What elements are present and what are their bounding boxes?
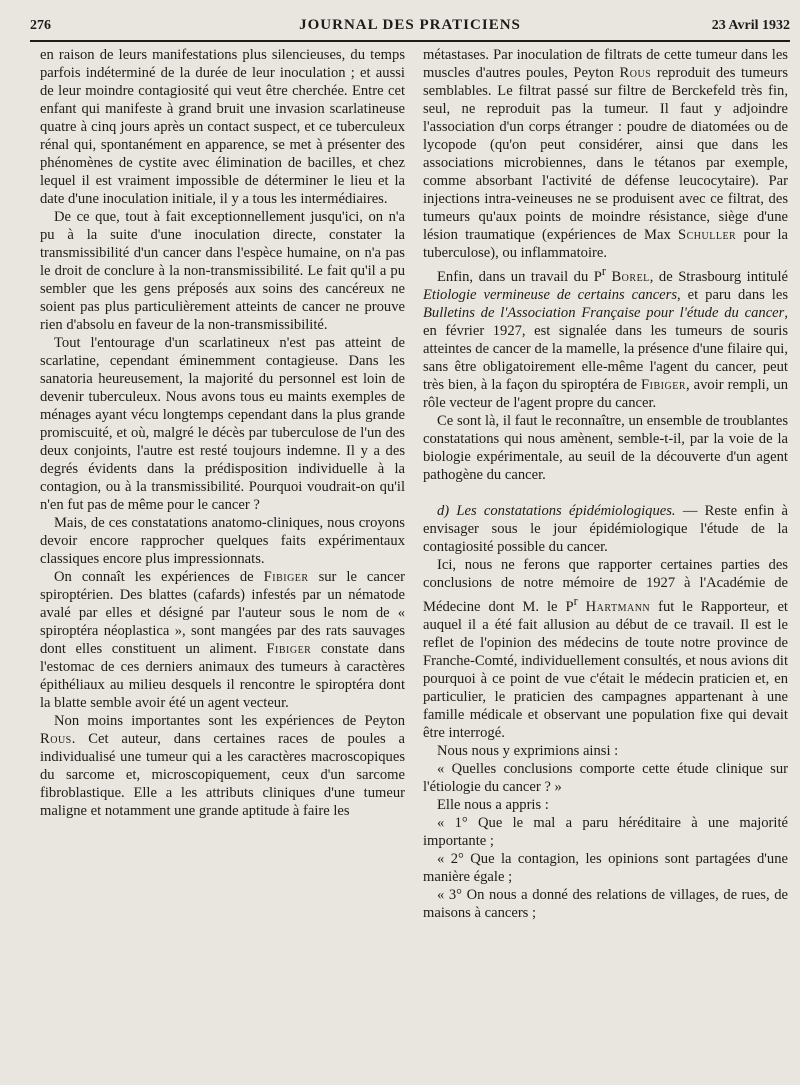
section-heading: d) Les constatations épidémiologiques. [437, 502, 676, 519]
quote-line: « 1° Que le mal a paru héréditaire à une majorité importante ; [423, 814, 788, 849]
section-paragraph: d) Les constatations épidémiologiques. — Reste enfin à envisager sous le jour épidémiologique l'étude de la contagiosité possible du cancer. [423, 502, 788, 555]
paragraph: On connaît les expériences de Fibiger sur le cancer spiroptérien. Des blattes (cafards) infestés par un nématode avalé par elles et désigné par l'auteur sous le nom de « spiroptéra néoplastica », sont mangées par des rats sauvages dont elles constituent un aliment. Fibiger constate dans l'estomac de ces derniers animaux des tumeurs à caractères épithéliaux au milieu desquels il rencontre le spiroptéra dont la blatte semble avoir été un agent vecteur. [40, 569, 405, 711]
author-name: Borel [611, 268, 650, 285]
paragraph: Ici, nous ne ferons que rapporter certaines parties des conclusions de notre mémoire de 1927 à l'Académie de Médecine dont M. le $P^r$ Hartmann fut le Rapporteur, et auquel il a été fait allusion au début de ce travail. Il est le reflet de l'opinion des médecins de toute notre province de Franche-Comté, individuellement consultés, et nous avions dit pourquoi à ce point de vue c'était le médecin praticien et, en particulier, le praticien des campagnes appartenant à une famille médicale et observant une population fixe qui devait être interrogé. [423, 556, 788, 741]
page-number: 276 [30, 18, 51, 33]
paragraph: Enfin, dans un travail du $P^r$ Borel, de Strasbourg intitulé Etiologie vermineuse de certains cancers, et paru dans les Bulletins de l'Association Française pour l'étude du cancer, en février 1927, est signalée dans les tumeurs de souris atteintes de cancer de la mamelle, la présence d'une filaire qui, sans être obligatoirement elle-même l'agent du cancer, peut très bien, à la façon du spiroptéra de Fibiger, avoir rempli, un rôle vecteur de l'agent propre du cancer. [423, 264, 788, 411]
paragraph: Tout l'entourage d'un scarlatineux n'est pas atteint de scarlatine, cependant éminemment contagieuse. Dans les sanatoria heureusement, la majorité du personnel est loin de devenir tuberculeux. Nous avons tous eu maints exemples de ménages ayant vécu longtemps cependant dans la plus grande promiscuité, et où, malgré le décès par tuberculose de l'un des deux conjoints, l'autre est resté toujours indemne. Il y a des degrés évidents dans la prédisposition individuelle à la contagion, ou à la transmissibilité. Pourquoi voudrait-on qu'il n'en fut pas de même pour le cancer ? [40, 335, 405, 513]
article-title: Etiologie vermineuse de certains cancers [423, 286, 678, 303]
issue-date: 23 Avril 1932 [711, 18, 790, 33]
bulletin-title: Bulletins de l'Association Française pour l'étude du cancer [423, 304, 785, 321]
author-name: Rous [619, 65, 652, 81]
author-name: Fibiger [263, 569, 309, 585]
quote-line: « Quelles conclusions comporte cette étude clinique sur l'étiologie du cancer ? » [423, 760, 788, 795]
header-rule [30, 40, 790, 42]
paragraph: en raison de leurs manifestations plus silencieuses, du temps parfois indéterminé de la durée de leur inoculation ; et aussi de leur moindre contagiosité qui veut être cherchée. Entre cet enfant qui manifeste à grand bruit une invasion scarlatineuse quatre à cinq jours après un contact suspect, et ce tuberculeux rénal qui, spontanément en apparence, se met à présenter des phénomènes de cystite avec élimination de bacilles, et chez lequel il est vraiment impossible de déterminer le lieu et la date d'une inoculation initiale, il y a tous les intermédiaires. [40, 47, 405, 207]
quote-line: « 3° On nous a donné des relations de villages, de rues, de maisons à cancers ; [423, 886, 788, 921]
paragraph: Mais, de ces constatations anatomo-cliniques, nous croyons devoir encore rapprocher quelques faits expérimentaux classiques encore plus impressionnats. [40, 515, 405, 567]
paragraph: De ce que, tout à fait exceptionnellement jusqu'ici, on n'a pu à la suite d'une inoculation directe, constater la transmissibilité d'un cancer dans l'espèce humaine, on n'a pas le droit de conclure à la non-transmissibilité. Le fait qu'il a pu sembler que les gens préposés aux soins des cancéreux ne soient pas plus particulièrement atteints de cancer ne prouve rien d'absolu en faveur de la non-transmissibilité. [40, 209, 405, 333]
right-column [423, 46, 788, 1078]
paragraph: Elle nous a appris : [437, 796, 549, 813]
paragraph: Non moins importantes sont les expériences de Peyton Rous. Cet auteur, dans certaines races de poules a individualisé une tumeur qui a les caractères macroscopiques du sarcome et, microscopiquement, ceux d'un sarcome fibroblastique. Elle a les attributs cliniques d'une tumeur maligne et notamment une grande aptitude à faire les [40, 713, 405, 819]
author-name: Rous [40, 731, 72, 747]
author-name: Hartmann [585, 598, 651, 615]
journal-title: JOURNAL DES PRATICIENS [299, 17, 521, 33]
paragraph: Ce sont là, il faut le reconnaître, un ensemble de troublantes constatations qui nous amènent, semble-t-il, par la voie de la biologie expérimentale, au seuil de la découverte d'un agent pathogène du cancer. [423, 412, 788, 483]
paragraph: métastases. Par inoculation de filtrats de cette tumeur dans les muscles d'autres poules, Peyton Rous reproduit des tumeurs semblables. Le filtrat passé sur filtre de Berckefeld très fin, seul, ne reproduit pas la tumeur. Il faut y adjoindre l'association d'un corps étranger : poudre de diatomées ou de lycopode (qu'on peut considérer, ainsi que dans les associations microbiennes, dans le tétanos par exemple, comme absorbant l'activité de défense leucocytaire). Par injections intra-veineuses ne se produisent avec ce filtrat, des tumeurs qu'aux points de moindre résistance, siège d'une lésion traumatique (expériences de Max Schuller pour la tuberculose), ou inflammatoire. [423, 47, 788, 261]
page-header [30, 14, 790, 36]
quote-line: « 2° Que la contagion, les opinions sont partagées d'une manière égale ; [423, 850, 788, 885]
paragraph: Nous nous y exprimions ainsi : [437, 742, 619, 759]
left-column [40, 46, 405, 1078]
author-name: Fibiger [641, 376, 686, 393]
author-name: Schuller [678, 227, 737, 243]
author-name: Fibiger [266, 641, 312, 657]
